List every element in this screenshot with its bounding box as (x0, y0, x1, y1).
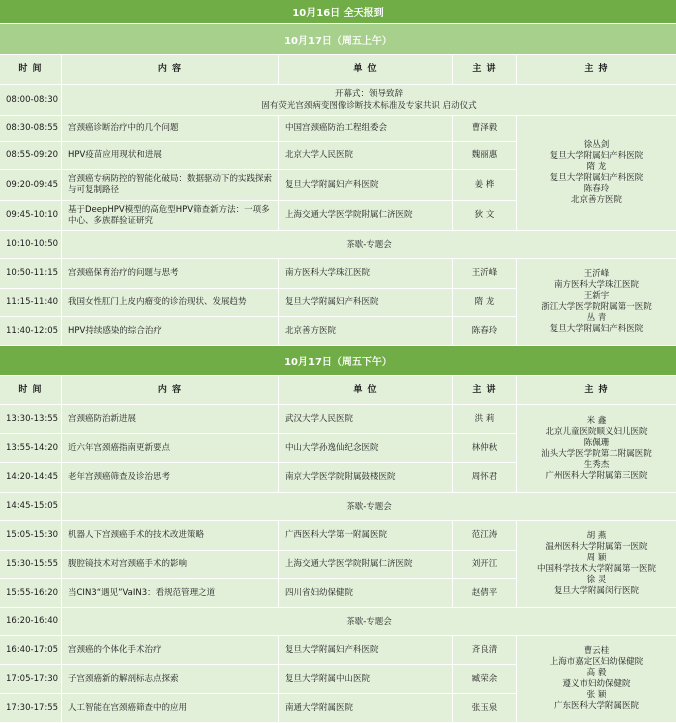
speaker-cell: 狄 文 (453, 201, 517, 231)
speaker-cell: 隋 龙 (453, 289, 517, 317)
time-cell: 08:30-08:55 (0, 116, 62, 142)
time-cell: 15:05-15:30 (0, 521, 62, 551)
col-header-unit: 单 位 (279, 55, 453, 85)
col-header-host: 主 持 (517, 55, 676, 85)
speaker-cell: 范江涛 (453, 521, 517, 551)
host-name: 周 颖 (586, 553, 607, 563)
topic-cell: HPV持续感染的综合治疗 (62, 317, 279, 346)
unit-cell: 复旦大学附属妇产科医院 (279, 170, 453, 201)
speaker-cell: 臧荣余 (453, 665, 517, 694)
opening-line-2: 固有荧光宫颈病变图像诊断技术标准及专家共识 启动仪式 (261, 101, 477, 111)
host-name: 徐丛剑 (583, 140, 610, 150)
unit-cell: 南通大学附属医院 (279, 694, 453, 723)
topic-cell: 人工智能在宫颈癌筛查中的应用 (62, 694, 279, 723)
host-unit: 中国科学技术大学附属第一医院 (536, 564, 656, 574)
topic-cell: 宫颈癌保育治疗的问题与思考 (62, 259, 279, 289)
speaker-cell: 王沂峰 (453, 259, 517, 289)
host-unit: 温州医科大学附属第一医院 (545, 542, 648, 552)
col-header-speaker: 主 讲 (453, 376, 517, 405)
col-header-speaker: 主 讲 (453, 55, 517, 85)
opening-row (0, 85, 676, 116)
col-header-time: 时 间 (0, 376, 62, 405)
host-unit: 广东医科大学附属医院 (553, 701, 639, 711)
opening-line-1: 开幕式：领导致辞 (334, 89, 403, 99)
speaker-cell: 魏丽惠 (453, 142, 517, 170)
time-cell: 11:15-11:40 (0, 289, 62, 317)
time-cell: 17:05-17:30 (0, 665, 62, 694)
unit-cell: 复旦大学附属妇产科医院 (279, 636, 453, 665)
time-cell: 13:55-14:20 (0, 434, 62, 463)
time-cell: 10:50-11:15 (0, 259, 62, 289)
host-unit: 上海市嘉定区妇幼保健院 (549, 657, 644, 667)
unit-cell: 四川省妇幼保健院 (279, 579, 453, 608)
topic-cell: 当CIN3“遇见”VaIN3：看规范管理之道 (62, 579, 279, 608)
host-name: 米 鑫 (586, 415, 607, 426)
time-cell: 17:30-17:55 (0, 694, 62, 723)
topic-cell: 宫颈癌诊断治疗中的几个问题 (62, 116, 279, 142)
unit-cell: 中山大学孙逸仙纪念医院 (279, 434, 453, 463)
topic-cell: 腹腔镜技术对宫颈癌手术的影响 (62, 551, 279, 579)
host-unit: 汕头大学医学院第二附属医院 (541, 448, 652, 459)
host-name: 胡 燕 (586, 531, 607, 541)
break-label: 茶歇-专题会 (62, 231, 676, 259)
topic-cell: 近六年宫颈癌指南更新要点 (62, 434, 279, 463)
host-name: 丛 青 (586, 313, 607, 323)
host-unit: 南方医科大学珠江医院 (553, 280, 639, 290)
col-header-content: 内 容 (62, 376, 279, 405)
host-name: 陈佩珊 (583, 437, 610, 448)
topic-cell: 宫颈癌专病防控的智能化破局：数据驱动下的实践探索与可复制路径 (62, 170, 279, 201)
host-name: 陈春玲 (583, 184, 610, 194)
host-unit: 复旦大学附属妇产科医院 (549, 151, 644, 161)
speaker-cell: 曹泽毅 (453, 116, 517, 142)
unit-cell: 广西医科大学第一附属医院 (279, 521, 453, 551)
topic-cell: 我国女性肛门上皮内瘤变的诊治现状、发展趋势 (62, 289, 279, 317)
host-name: 王沂峰 (583, 269, 610, 279)
unit-cell: 上海交通大学医学院附属仁济医院 (279, 551, 453, 579)
unit-cell: 复旦大学附属中山医院 (279, 665, 453, 694)
host-name: 生秀杰 (583, 459, 610, 470)
host-name: 隋 龙 (586, 162, 607, 172)
speaker-cell: 周怀君 (453, 463, 517, 493)
unit-cell: 复旦大学附属妇产科医院 (279, 289, 453, 317)
speaker-cell: 刘开江 (453, 551, 517, 579)
host-unit: 复旦大学附属闵行医院 (553, 586, 639, 596)
host-name: 曹云桂 (583, 646, 610, 656)
time-cell: 11:40-12:05 (0, 317, 62, 346)
host-unit: 浙江大学医学院附属第一医院 (541, 302, 652, 312)
unit-cell: 武汉大学人民医院 (279, 405, 453, 434)
header-row-afternoon (0, 376, 676, 405)
speaker-cell: 姜 桦 (453, 170, 517, 201)
topic-cell: 宫颈癌防治新进展 (62, 405, 279, 434)
col-header-unit: 单 位 (279, 376, 453, 405)
topic-cell: 基于DeepHPV模型的高危型HPV筛查新方法：一项多中心、多族群验证研究 (62, 201, 279, 231)
break-row (0, 608, 676, 636)
time-cell: 09:45-10:10 (0, 201, 62, 231)
speaker-cell: 洪 莉 (453, 405, 517, 434)
afternoon-section-title: 10月17日（周五下午） (0, 346, 676, 376)
time-cell: 15:30-15:55 (0, 551, 62, 579)
topic-cell: 子宫颈癌新的解剖标志点探索 (62, 665, 279, 694)
time-cell: 16:40-17:05 (0, 636, 62, 665)
break-label: 茶歇-专题会 (62, 608, 676, 636)
speaker-cell: 林仲秋 (453, 434, 517, 463)
unit-cell: 南京大学医学院附属鼓楼医院 (279, 463, 453, 493)
topic-cell: 老年宫颈癌筛查及诊治思考 (62, 463, 279, 493)
time-cell: 09:20-09:45 (0, 170, 62, 201)
col-header-time: 时 间 (0, 55, 62, 85)
topic-cell: HPV疫苗应用现状和进展 (62, 142, 279, 170)
time-cell: 08:00-08:30 (0, 85, 62, 116)
host-unit: 遵义市妇幼保健院 (562, 679, 631, 689)
host-block (517, 636, 676, 723)
morning-section-title: 10月17日（周五上午） (0, 24, 676, 55)
speaker-cell: 陈春玲 (453, 317, 517, 346)
header-row-morning (0, 55, 676, 85)
speaker-cell: 张玉泉 (453, 694, 517, 723)
time-cell: 08:55-09:20 (0, 142, 62, 170)
unit-cell: 中国宫颈癌防治工程组委会 (279, 116, 453, 142)
topic-cell: 机器人下宫颈癌手术的技术改进策略 (62, 521, 279, 551)
host-unit: 北京善方医院 (570, 195, 622, 205)
break-label: 茶歇-专题会 (62, 493, 676, 521)
host-name: 高 毅 (586, 668, 607, 678)
break-row (0, 231, 676, 259)
break-row (0, 493, 676, 521)
registration-banner: 10月16日 全天报到 (0, 0, 676, 24)
speaker-cell: 赵倩平 (453, 579, 517, 608)
speaker-cell: 斉良清 (453, 636, 517, 665)
col-header-host: 主 持 (517, 376, 676, 405)
opening-ceremony (62, 85, 676, 116)
unit-cell: 北京善方医院 (279, 317, 453, 346)
host-unit: 复旦大学附属妇产科医院 (549, 324, 644, 334)
host-unit: 北京儿童医院顺义妇儿医院 (545, 426, 648, 437)
host-name: 张 颖 (586, 690, 607, 700)
time-cell: 15:55-16:20 (0, 579, 62, 608)
unit-cell: 北京大学人民医院 (279, 142, 453, 170)
host-block (517, 116, 676, 231)
host-block (517, 521, 676, 608)
host-name: 王新宇 (583, 291, 610, 301)
col-header-content: 内 容 (62, 55, 279, 85)
host-block (517, 405, 676, 493)
unit-cell: 上海交通大学医学院附属仁济医院 (279, 201, 453, 231)
time-cell: 14:20-14:45 (0, 463, 62, 493)
unit-cell: 南方医科大学珠江医院 (279, 259, 453, 289)
time-cell: 10:10-10:50 (0, 231, 62, 259)
time-cell: 14:45-15:05 (0, 493, 62, 521)
time-cell: 16:20-16:40 (0, 608, 62, 636)
time-cell: 13:30-13:55 (0, 405, 62, 434)
host-unit: 广州医科大学附属第三医院 (545, 470, 648, 481)
host-name: 徐 灵 (586, 575, 607, 585)
host-unit: 复旦大学附属妇产科医院 (549, 173, 644, 183)
host-block (517, 259, 676, 346)
topic-cell: 宫颈癌的个体化手术治疗 (62, 636, 279, 665)
